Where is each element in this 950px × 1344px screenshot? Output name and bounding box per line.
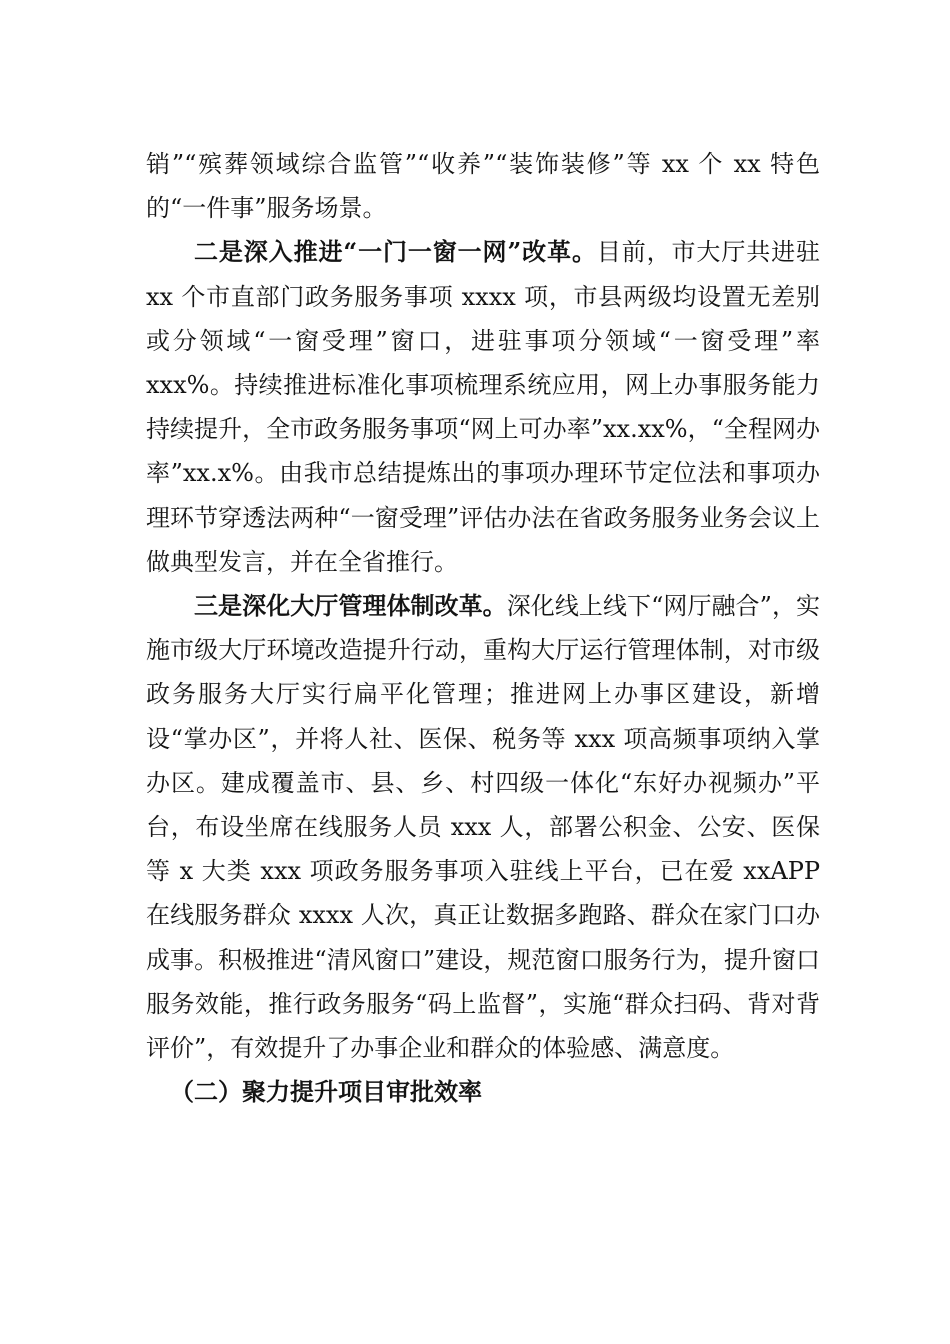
paragraph-one-door-one-window [146, 230, 820, 584]
paragraph-body-text: 目前，市大厅共进驻 xx 个市直部门政务服务事项 xxxx 项，市县两级均设置无差别或分领域“一窗受理”窗口，进驻事项分领域“一窗受理”率 xxx%。持续推进标准化事项梳理系统应用，网上办事服务能力持续提升，全市政务服务事项“网上可办率”xx.xx%，“全程网办率”xx.x%。由我市总结提炼出的事项办理环节定位法和事项办理环节穿透法两种“一窗受理”评估办法在省政务服务业务会议上做典型发言，并在全省推行。 [146, 238, 821, 576]
paragraph-lead-heading: 三是深化大厅管理体制改革。 [194, 591, 507, 621]
paragraph-hall-management-reform [146, 584, 820, 1070]
paragraph-continued: 销”“殡葬领域综合监管”“收养”“装饰装修”等 xx 个 xx 特色的“一件事”服务场景。 [146, 150, 820, 223]
section-heading: （二）聚力提升项目审批效率 [170, 1077, 482, 1107]
paragraph-body-text: 深化线上线下“网厅融合”，实施市级大厅环境改造提升行动，重构大厅运行管理体制，对市级政务服务大厅实行扁平化管理；推进网上办事区建设，新增设“掌办区”，并将人社、医保、税务等 xxx 项高频事项纳入掌办区。建成覆盖市、县、乡、村四级一体化“东好办视频办”平台，布设坐席在线服务人员 xxx 人，部署公积金、公安、医保等 x 大类 xxx 项政务服务事项入驻线上平台，已在爱 xxAPP 在线服务群众 xxxx 人次，真正让数据多跑路、群众在家门口办成事。积极推进“清风窗口”建设，规范窗口服务行为，提升窗口服务效能，推行政务服务“码上监督”，实施“群众扫码、背对背评价”，有效提升了办事企业和群众的体验感、满意度。 [146, 592, 820, 1063]
paragraph-lead-heading: 二是深入推进“一门一窗一网”改革。 [194, 237, 597, 267]
document-body [146, 142, 820, 1114]
